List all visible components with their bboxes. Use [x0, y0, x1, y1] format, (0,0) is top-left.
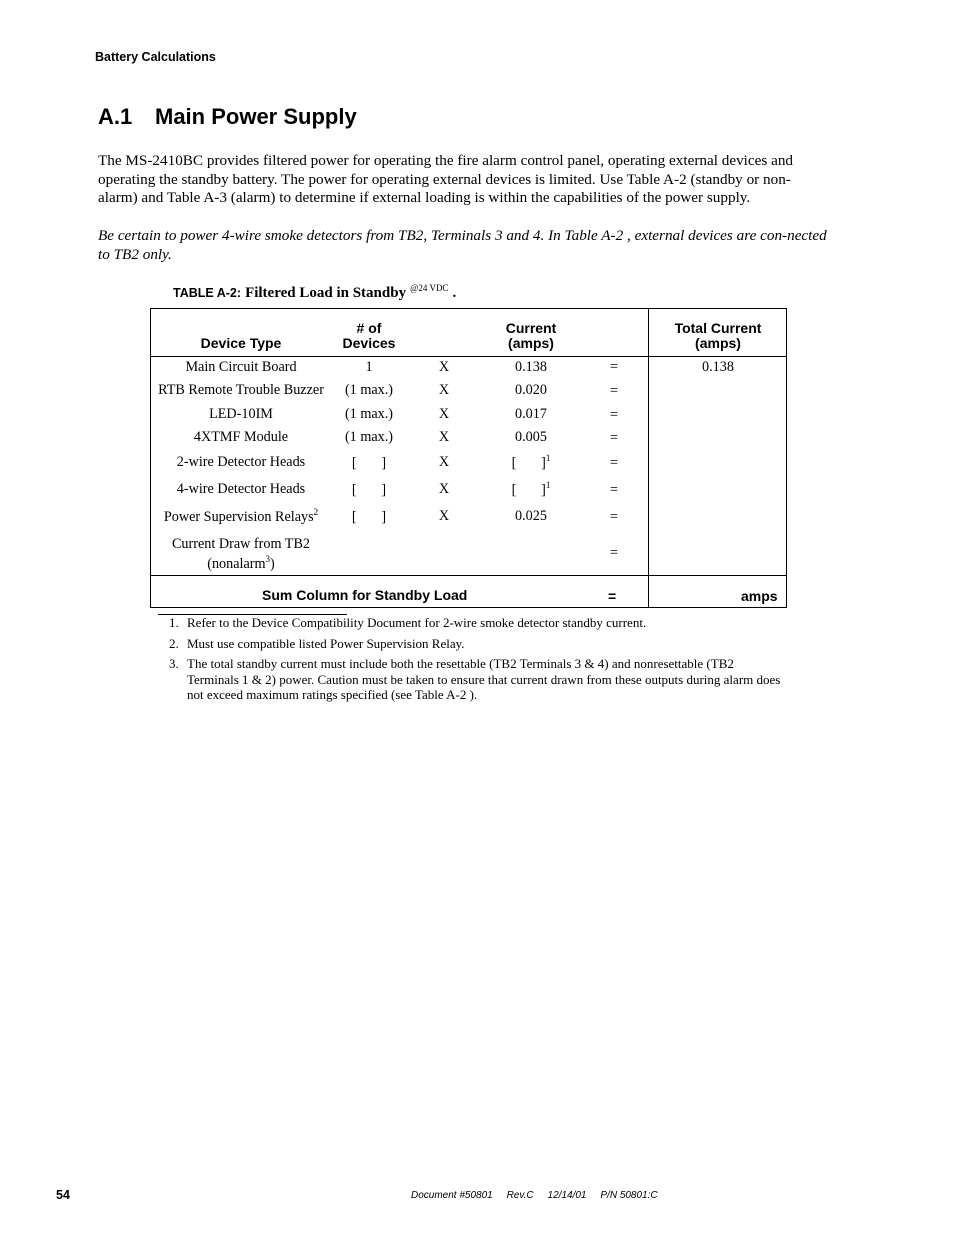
section-title-text: Main Power Supply: [155, 104, 357, 129]
row-4-current-value: [ ]: [511, 455, 546, 471]
row-5-current: [491, 482, 571, 499]
row-4-count: [ ]: [351, 455, 387, 471]
header-device-type: Device Type: [200, 335, 282, 351]
row-7-equals: =: [609, 545, 618, 561]
note-paragraph: Be certain to power 4-wire smoke detectors from TB2, Terminals 3 and 4. In Table A-2 , external devices are con-nected to TB2 only.: [98, 227, 827, 263]
row-2-multiply: X: [438, 406, 450, 422]
table-footnotes: [162, 615, 787, 708]
table-caption-superscript: @24 VDC: [410, 283, 449, 293]
row-1-count: (1 max.): [344, 382, 394, 398]
row-0-device: Main Circuit Board: [185, 359, 297, 375]
row-4-current-footnote-ref: 1: [545, 453, 551, 463]
row-4-device: 2-wire Detector Heads: [176, 454, 306, 470]
running-head: Battery Calculations: [95, 50, 216, 64]
row-0-multiply: X: [438, 359, 450, 375]
table-header-divider: [151, 356, 786, 357]
row-0-count: 1: [365, 359, 373, 375]
row-3-multiply: X: [438, 429, 450, 445]
row-0-equals: =: [609, 359, 618, 375]
row-7-device-line2: (nonalarm$^3$): [207, 554, 275, 572]
header-total-line1: Total Current: [674, 320, 762, 336]
row-3-device: 4XTMF Module: [193, 429, 289, 445]
row-5-count: [ ]: [351, 482, 387, 498]
row-6-current: 0.025: [515, 508, 547, 524]
row-7-device-line1: Current Draw from TB2: [171, 536, 311, 552]
row-5-current-footnote-ref: 1: [545, 480, 551, 490]
table-caption-title: Filtered Load in Standby: [245, 285, 407, 301]
row-0-total: 0.138: [702, 359, 734, 375]
header-num-line1: # of: [356, 320, 382, 336]
footnote-1-text: Refer to the Device Compatibility Document for 2-wire smoke detector standby current.: [187, 615, 647, 630]
row-3-count: (1 max.): [344, 429, 394, 445]
footnote-3-text: The total standby current must include both the resettable (TB2 Terminals 3 & 4) and nonresettable (TB2 Terminals 1 & 2) power. Caution must be taken to ensure that current drawn from these outputs during alarm does not exceed maximum ratings specified (see Table A-2 ).: [187, 656, 781, 702]
row-5-equals: =: [609, 482, 618, 498]
intro-paragraph: The MS-2410BC provides filtered power for operating the fire alarm control panel, operating external devices and operating the standby battery. The power for operating external devices is limited. Use Table A-2 (standby or non-alarm) and Table A-3 (alarm) to determine if external loading is within the capabilities of the power supply.: [98, 152, 794, 206]
footnote-3: [162, 656, 787, 703]
row-1-multiply: X: [438, 382, 450, 398]
row-1-device: RTB Remote Trouble Buzzer: [158, 382, 324, 398]
document-info: Document #50801 Rev.C 12/14/01 P/N 50801:C: [411, 1190, 658, 1201]
row-3-current: 0.005: [515, 429, 547, 445]
row-6-device: [153, 509, 329, 526]
row-3-equals: =: [609, 430, 618, 446]
header-total-line2: (amps): [695, 335, 741, 351]
table-column-divider: [648, 309, 649, 607]
sum-units: amps: [741, 588, 778, 604]
section-number: A.1: [98, 104, 133, 129]
footnote-1: [162, 615, 787, 631]
row-5-multiply: X: [438, 481, 450, 497]
header-num-devices: [329, 321, 409, 351]
row-1-current: 0.020: [515, 382, 547, 398]
row-2-current: 0.017: [515, 406, 547, 422]
row-7-device: [153, 534, 329, 574]
table-caption-label: TABLE A-2:: [173, 286, 242, 300]
row-6-device-footnote-ref: 2: [313, 507, 319, 517]
row-2-equals: =: [609, 407, 618, 423]
row-4-current: [491, 455, 571, 472]
table-sum-divider: [151, 575, 786, 576]
row-6-equals: =: [609, 509, 618, 525]
page-number: 54: [56, 1188, 70, 1202]
row-6-device-text: Power Supervision Relays: [163, 509, 314, 525]
header-current-line2: (amps): [508, 335, 554, 351]
footnote-2-text: Must use compatible listed Power Supervision Relay.: [187, 635, 465, 651]
section-title: [98, 104, 357, 130]
header-current: [481, 321, 581, 351]
row-2-count: (1 max.): [344, 406, 394, 422]
table-caption-end: .: [452, 285, 457, 301]
row-5-device: 4-wire Detector Heads: [176, 481, 306, 497]
row-6-count: [ ]: [351, 509, 387, 525]
header-total-current: [651, 321, 785, 351]
row-6-multiply: X: [438, 508, 450, 524]
row-0-current: 0.138: [515, 359, 547, 375]
sum-equals: =: [608, 588, 617, 604]
row-5-current-value: [ ]: [511, 482, 546, 498]
header-current-line1: Current: [505, 320, 557, 336]
table-caption: [173, 283, 456, 302]
row-4-multiply: X: [438, 454, 450, 470]
header-num-line2: Devices: [342, 335, 396, 351]
row-2-device: LED-10IM: [209, 406, 273, 422]
standby-load-table: [150, 308, 787, 608]
footnote-2: [162, 636, 787, 652]
row-4-equals: =: [609, 455, 618, 471]
footnote-2-number: 2.: [169, 635, 179, 651]
footnote-1-number: 1.: [169, 615, 179, 630]
row-1-equals: =: [609, 383, 618, 399]
row-7-device-footnote-ref: 3: [265, 554, 271, 564]
footnote-3-number: 3.: [169, 656, 179, 671]
sum-label: Sum Column for Standby Load: [262, 587, 468, 603]
